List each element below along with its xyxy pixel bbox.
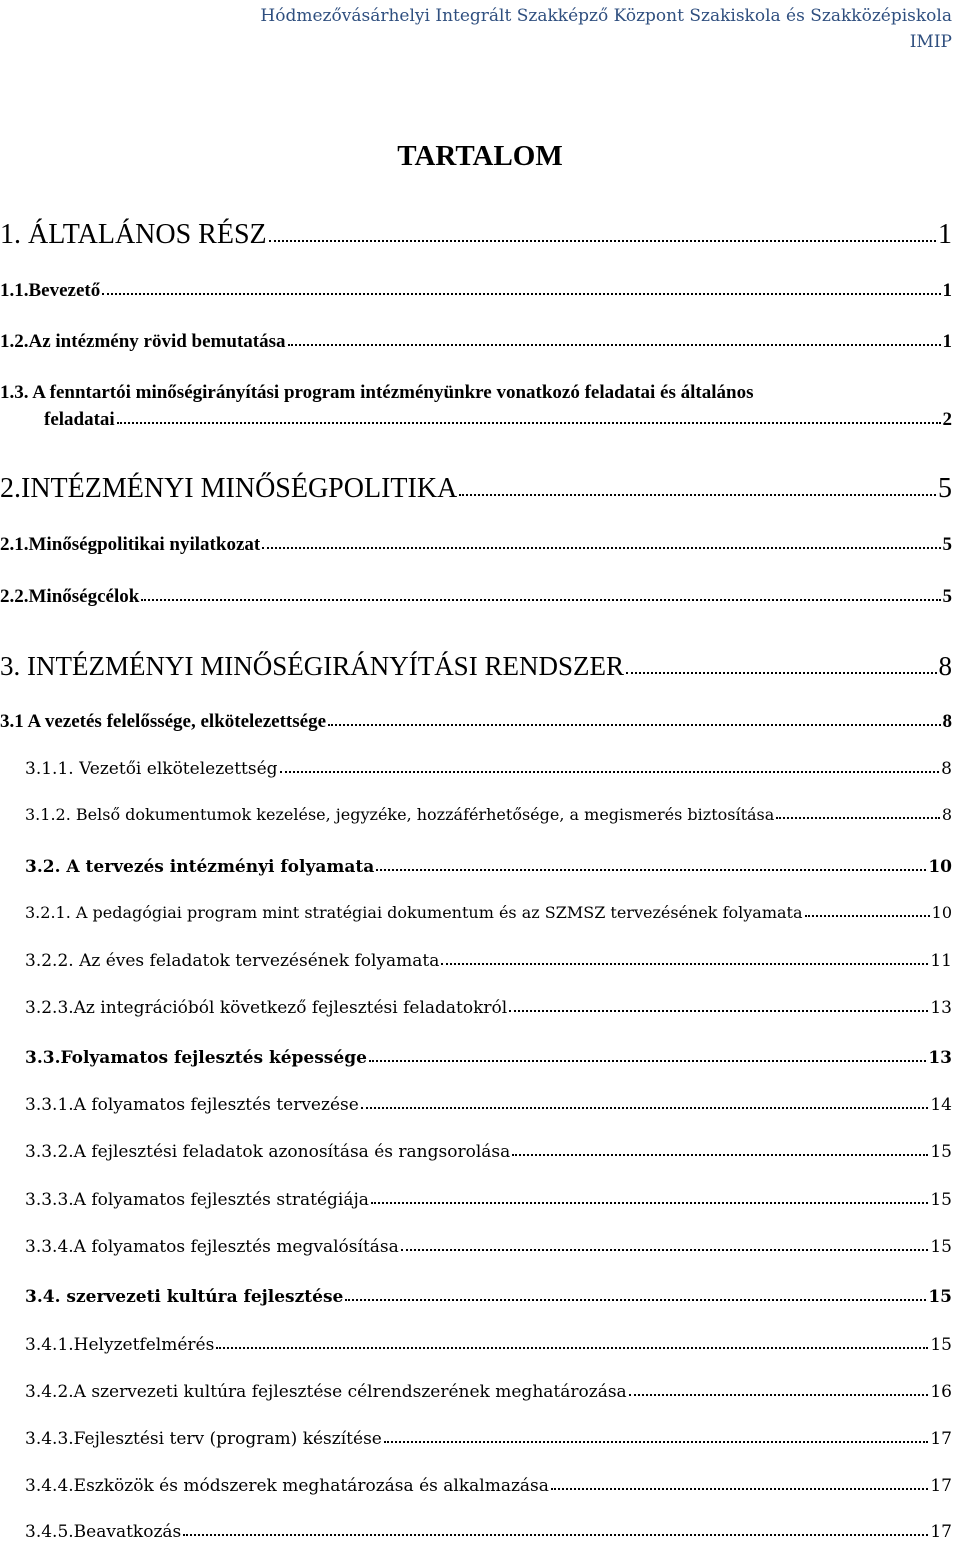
toc-leader xyxy=(401,1237,929,1251)
toc-entry-page: 13 xyxy=(930,998,952,1018)
toc-entry-label: 3.4.5.Beavatkozás xyxy=(25,1522,182,1542)
toc-entry[interactable] xyxy=(25,759,952,779)
toc-leader xyxy=(280,759,940,773)
toc-entry[interactable] xyxy=(25,951,952,971)
toc-entry-label: 3.1.1. Vezetői elkötelezettség xyxy=(25,759,278,779)
toc-leader xyxy=(509,998,928,1012)
toc-entry[interactable] xyxy=(25,1429,952,1449)
toc-leader xyxy=(117,409,941,424)
toc-leader xyxy=(361,1095,929,1109)
header-school-name: Hódmezővásárhelyi Integrált Szakképző Központ Szakiskola és Szakközépiskola xyxy=(260,6,952,26)
toc-entry[interactable] xyxy=(25,1095,952,1115)
toc-entry-page: 10 xyxy=(928,857,952,877)
toc-entry[interactable] xyxy=(25,1335,952,1355)
toc-leader xyxy=(776,806,940,819)
toc-entry-label: 2.2.Minőségcélok xyxy=(0,586,140,607)
toc-leader xyxy=(183,1522,928,1536)
toc-entry-page: 5 xyxy=(938,473,952,504)
toc-leader xyxy=(441,951,928,965)
toc-entry-label: 3.1 A vezetés felelőssége, elkötelezettsége xyxy=(0,711,327,732)
toc-leader xyxy=(512,1142,928,1156)
toc-entry[interactable] xyxy=(25,1190,952,1210)
toc-leader xyxy=(141,586,940,601)
toc-entry-page: 14 xyxy=(930,1095,952,1115)
toc-entry[interactable] xyxy=(25,1048,952,1068)
toc-entry-wrapped-first[interactable] xyxy=(0,382,952,404)
toc-entry-page: 1 xyxy=(942,331,952,352)
toc-entry[interactable] xyxy=(25,857,952,877)
toc-leader xyxy=(216,1335,928,1349)
toc-leader xyxy=(376,857,926,871)
toc-entry-label: 3.4. szervezeti kultúra fejlesztése xyxy=(25,1287,344,1307)
toc-entry[interactable] xyxy=(25,805,952,824)
toc-entry[interactable] xyxy=(0,280,952,302)
toc-entry[interactable] xyxy=(0,586,952,608)
toc-entry-label: 1. ÁLTALÁNOS RÉSZ xyxy=(0,219,267,250)
toc-entry-label: 3.4.4.Eszközök és módszerek meghatározása és alkalmazása xyxy=(25,1476,549,1496)
toc-entry-label: 3.2.3.Az integrációból következő fejlesztési feladatokról xyxy=(25,998,508,1018)
toc-entry-label: 3.2.2. Az éves feladatok tervezésének folyamata xyxy=(25,951,440,971)
toc-entry-page: 8 xyxy=(942,711,952,732)
toc-entry-page: 17 xyxy=(930,1429,952,1449)
document-header xyxy=(0,0,952,55)
toc-entry[interactable] xyxy=(0,651,952,682)
toc-entry-label: 3.2. A tervezés intézményi folyamata xyxy=(25,857,375,877)
toc-entry-label: 3.4.2.A szervezeti kultúra fejlesztése célrendszerének meghatározása xyxy=(25,1382,627,1402)
toc-entry-page: 15 xyxy=(930,1142,952,1162)
toc-entry-label: 1.3. A fenntartói minőségirányítási program intézményünkre vonatkozó feladatai és általános xyxy=(0,382,754,403)
toc-entry-page: 1 xyxy=(942,280,952,301)
toc-entry-label: 3.4.3.Fejlesztési terv (program) készítése xyxy=(25,1429,382,1449)
toc-entry-page: 8 xyxy=(938,651,952,681)
toc-leader xyxy=(626,653,937,674)
toc-entry[interactable] xyxy=(0,534,952,556)
toc-leader xyxy=(371,1190,928,1204)
toc-entry-label: 2.INTÉZMÉNYI MINŐSÉGPOLITIKA xyxy=(0,473,458,504)
toc-entry-page: 1 xyxy=(938,219,952,250)
toc-entry[interactable] xyxy=(0,219,952,251)
toc-entry[interactable] xyxy=(25,1287,952,1307)
toc-entry[interactable] xyxy=(25,1237,952,1257)
toc-entry[interactable] xyxy=(25,1142,952,1162)
toc-entry-label: feladatai xyxy=(44,409,115,430)
toc-entry[interactable] xyxy=(25,1382,952,1402)
toc-entry[interactable] xyxy=(0,331,952,353)
toc-leader xyxy=(384,1429,929,1443)
toc-leader xyxy=(551,1476,928,1490)
toc-entry-label: 3.3.2.A fejlesztési feladatok azonosítása és rangsorolása xyxy=(25,1142,511,1162)
toc-entry-page: 11 xyxy=(930,951,952,971)
toc-entry-label: 3.3.1.A folyamatos fejlesztés tervezése xyxy=(25,1095,359,1115)
toc-leader xyxy=(805,904,930,917)
toc-entry-label: 3. INTÉZMÉNYI MINŐSÉGIRÁNYÍTÁSI RENDSZER xyxy=(0,651,624,681)
toc-entry-label: 2.1.Minőségpolitikai nyilatkozat xyxy=(0,534,261,555)
toc-entry[interactable] xyxy=(25,1476,952,1496)
toc-entry[interactable] xyxy=(0,473,952,505)
toc-leader xyxy=(262,534,940,549)
toc-entry[interactable] xyxy=(0,711,952,733)
toc-entry-label: 3.3.3.A folyamatos fejlesztés stratégiája xyxy=(25,1190,369,1210)
toc-entry-page: 8 xyxy=(941,759,952,779)
toc-entry-page: 2 xyxy=(942,409,952,430)
toc-leader xyxy=(102,280,940,295)
toc-leader xyxy=(269,220,936,242)
toc-entry-page: 8 xyxy=(941,805,952,824)
toc-entry-label: 1.2.Az intézmény rövid bemutatása xyxy=(0,331,286,352)
toc-entry-label: 3.2.1. A pedagógiai program mint stratégiai dokumentum és az SZMSZ tervezésének folyamata xyxy=(25,903,803,922)
toc-entry-page: 5 xyxy=(942,586,952,607)
toc-entry-page: 15 xyxy=(928,1287,952,1307)
toc-entry[interactable] xyxy=(25,998,952,1018)
toc-entry-page: 5 xyxy=(942,534,952,555)
toc-leader xyxy=(369,1048,926,1062)
toc-entry-page: 13 xyxy=(928,1048,952,1068)
toc-entry-page: 15 xyxy=(930,1335,952,1355)
toc-entry-label: 1.1.Bevezető xyxy=(0,280,101,301)
toc-entry-page: 15 xyxy=(930,1237,952,1257)
toc-entry-page: 17 xyxy=(930,1476,952,1496)
toc-entry-page: 17 xyxy=(930,1522,952,1542)
toc-entry[interactable] xyxy=(25,903,952,922)
toc-entry-label: 3.3.Folyamatos fejlesztés képessége xyxy=(25,1048,367,1068)
toc-entry-page: 15 xyxy=(930,1190,952,1210)
toc-entry[interactable] xyxy=(44,409,952,431)
header-doc-code: IMIP xyxy=(909,32,952,52)
toc-leader xyxy=(328,711,940,726)
toc-leader xyxy=(459,474,936,496)
toc-leader xyxy=(288,331,941,346)
toc-entry-label: 3.3.4.A folyamatos fejlesztés megvalósítása xyxy=(25,1237,399,1257)
toc-leader xyxy=(345,1287,926,1301)
toc-entry-page: 16 xyxy=(930,1382,952,1402)
toc-entry-label: 3.4.1.Helyzetfelmérés xyxy=(25,1335,215,1355)
toc-entry[interactable] xyxy=(25,1522,952,1542)
toc-leader xyxy=(629,1382,929,1396)
toc-entry-page: 10 xyxy=(931,903,952,922)
toc-entry-label: 3.1.2. Belső dokumentumok kezelése, jegyzéke, hozzáférhetősége, a megismerés biztosítása xyxy=(25,805,775,824)
toc-title: TARTALOM xyxy=(397,140,563,172)
